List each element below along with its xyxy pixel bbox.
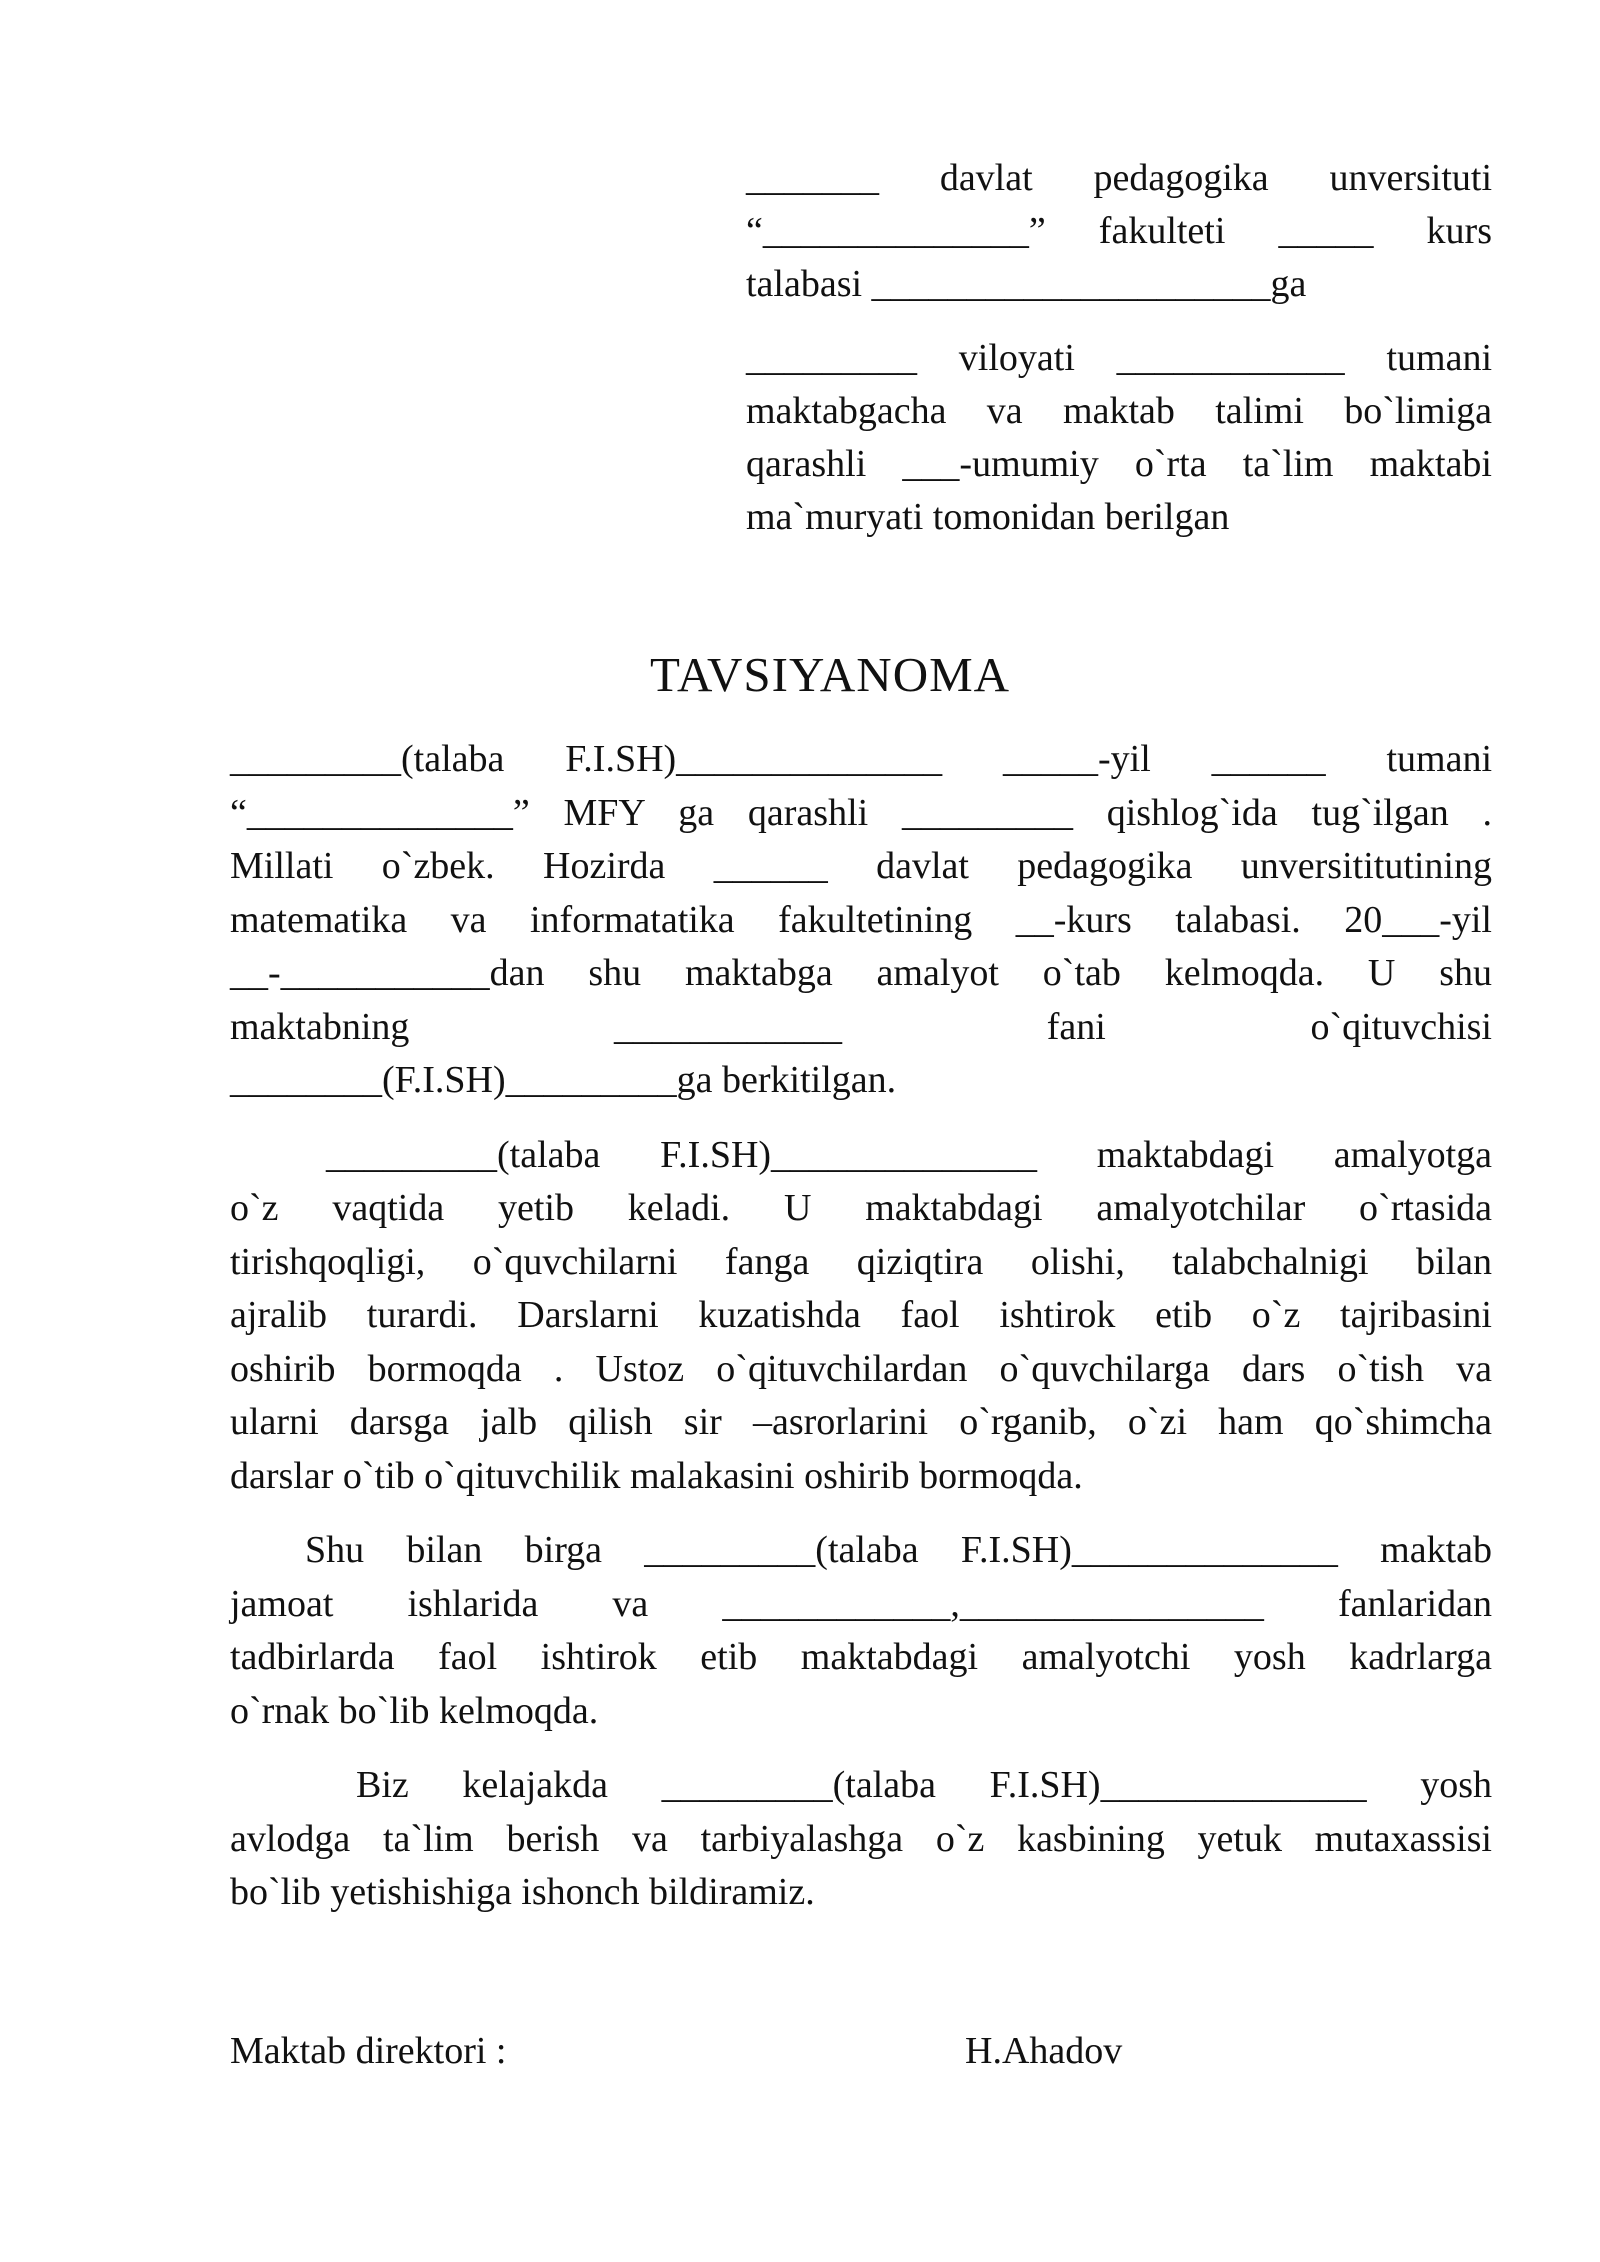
addressee-university: [746, 152, 1492, 311]
paragraph-line: ajralib turardi. Darslarni kuzatishda faol ishtirok etib o`z tajribasini: [230, 1294, 1492, 1336]
paragraph-line: avlodga ta`lim berish va tarbiyalashga o`z kasbining yetuk mutaxassisi: [230, 1817, 1492, 1860]
document-body: [230, 733, 1492, 1920]
addressee-line: “______________” fakulteti _____ kurs: [746, 210, 1492, 252]
addressee-line: maktabgacha va maktab talimi bo`limiga: [746, 390, 1492, 432]
paragraph-line: __-___________dan shu maktabga amalyot o`tab kelmoqda. U shu: [230, 952, 1492, 994]
paragraph-line: oshirib bormoqda . Ustoz o`qituvchilardan o`quvchilarga dars o`tish va: [230, 1347, 1492, 1390]
paragraph-line: _________(talaba F.I.SH)______________ _____-yil ______ tumani: [230, 738, 1492, 780]
paragraph-line: ________(F.I.SH)_________ga berkitilgan.: [230, 1059, 897, 1101]
paragraph-line: o`z vaqtida yetib keladi. U maktabdagi amalyotchilar o`rtasida: [230, 1187, 1492, 1229]
signature-role: Maktab direktori :: [230, 2030, 507, 2072]
paragraph-practice: [230, 1129, 1492, 1504]
paragraph-line: maktabning ____________ fani o`qituvchisi: [230, 1005, 1492, 1048]
paragraph-line: o`rnak bo`lib kelmoqda.: [230, 1689, 599, 1732]
addressee-line: _______ davlat pedagogika unversituti: [746, 157, 1492, 199]
addressee-line: qarashli ___-umumiy o`rta ta`lim maktabi: [746, 443, 1492, 485]
paragraph-line: jamoat ishlarida va ____________,________________ fanlaridan: [230, 1582, 1492, 1625]
paragraph-line: bo`lib yetishishiga ishonch bildiramiz.: [230, 1871, 815, 1913]
paragraph-line: tadbirlarda faol ishtirok etib maktabdagi amalyotchi yosh kadrlarga: [230, 1636, 1492, 1678]
document-title: TAVSIYANOMA: [649, 647, 1011, 702]
paragraph-community: [230, 1524, 1492, 1738]
addressee-line: _________ viloyati ____________ tumani: [746, 337, 1492, 379]
addressee-line: talabasi _____________________ga: [746, 263, 1307, 305]
paragraph-line: “______________” MFY ga qarashli _________ qishlog`ida tug`ilgan .: [230, 791, 1492, 834]
addressee-block: [746, 152, 1492, 544]
paragraph-conclusion: [230, 1759, 1492, 1920]
paragraph-line: Millati o`zbek. Hozirda ______ davlat pedagogika unversititutining: [230, 845, 1492, 887]
paragraph-student-info: [230, 733, 1492, 1108]
addressee-line: ma`muryati tomonidan berilgan: [746, 496, 1230, 538]
paragraph-line: matematika va informatatika fakultetining __-kurs talabasi. 20___-yil: [230, 898, 1492, 941]
paragraph-line: _________(talaba F.I.SH)______________ maktabdagi amalyotga: [326, 1133, 1492, 1176]
paragraph-line: tirishqoqligi, o`quvchilarni fanga qiziqtira olishi, talabchalnigi bilan: [230, 1240, 1492, 1283]
paragraph-line: Shu bilan birga _________(talaba F.I.SH)______________ maktab: [305, 1529, 1492, 1571]
paragraph-line: Biz kelajakda _________(talaba F.I.SH)______________ yosh: [356, 1764, 1492, 1806]
addressee-school: [746, 332, 1492, 544]
paragraph-line: darslar o`tib o`qituvchilik malakasini oshirib bormoqda.: [230, 1454, 1083, 1497]
signature-name: H.Ahadov: [965, 2030, 1123, 2072]
paragraph-line: ularni darsga jalb qilish sir –asrorlarini o`rganib, o`zi ham qo`shimcha: [230, 1401, 1492, 1443]
